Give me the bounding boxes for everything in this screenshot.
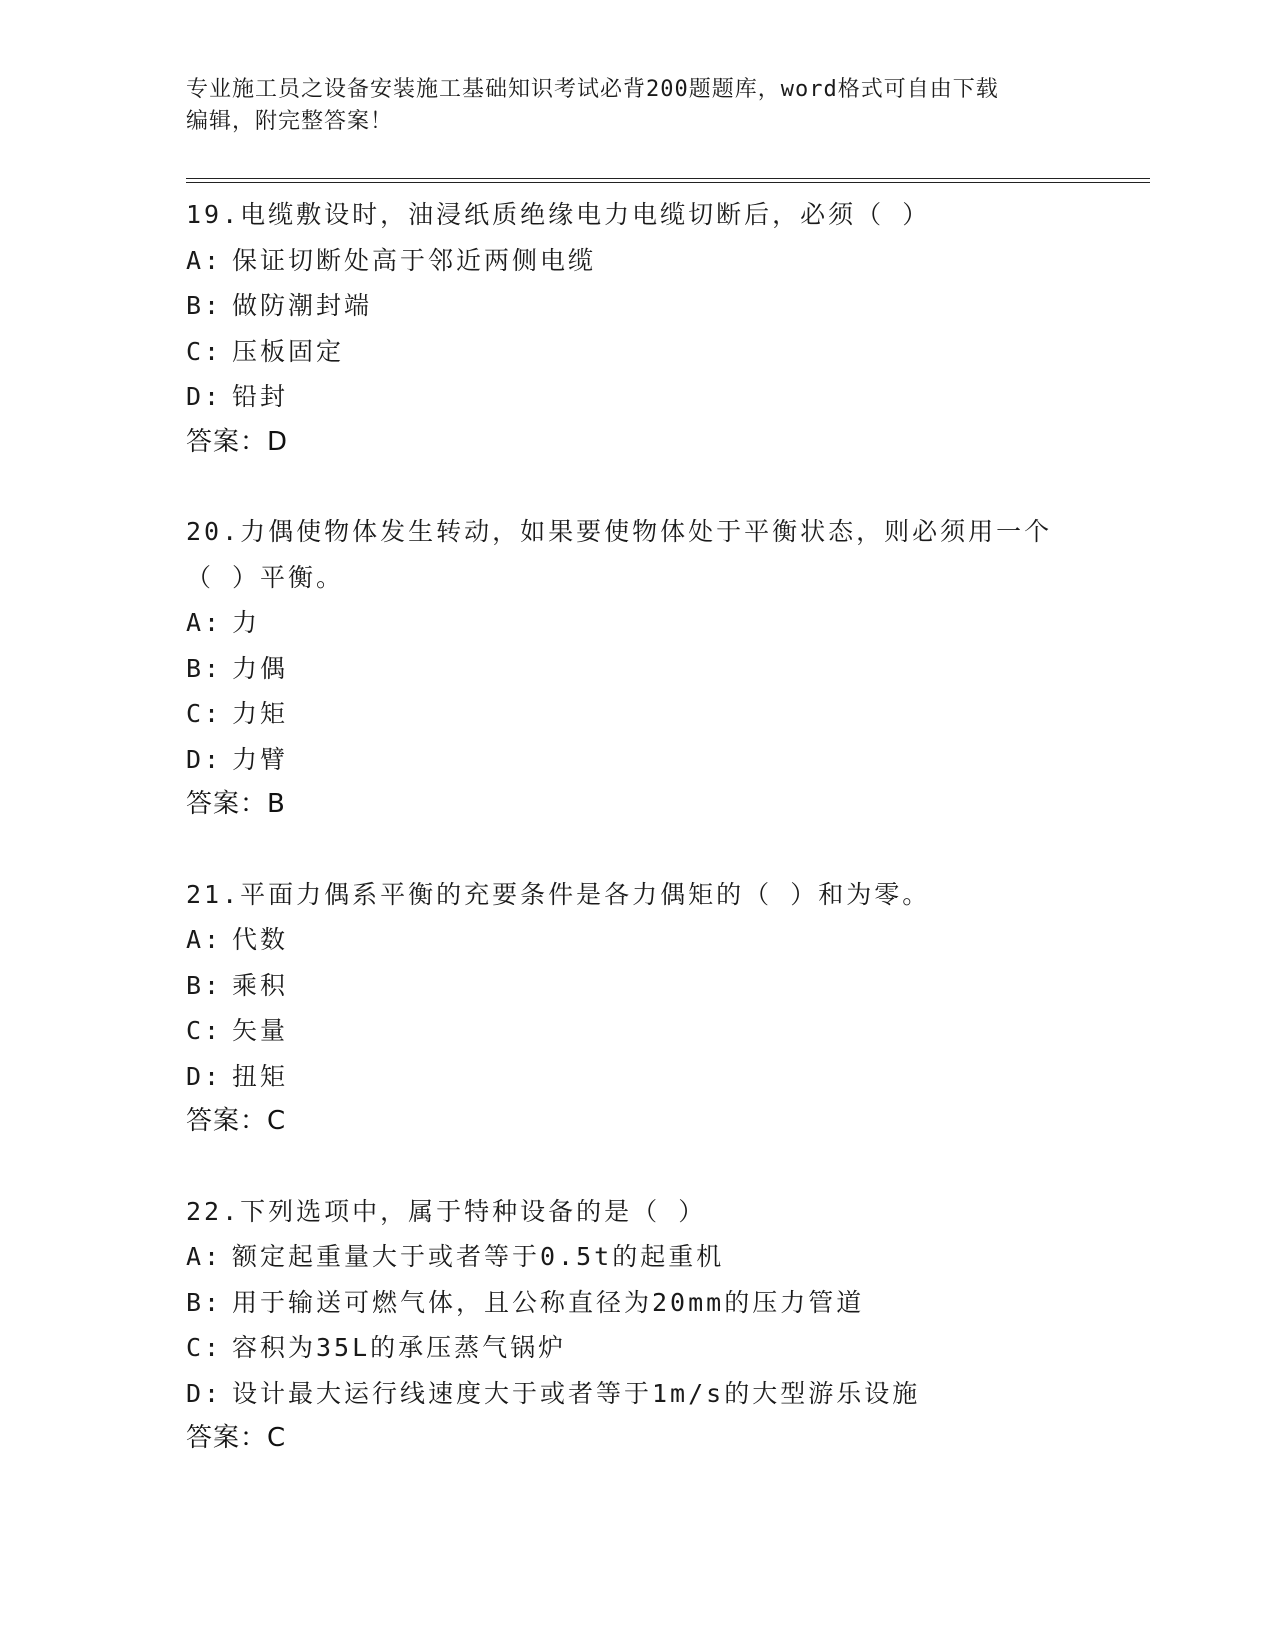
answer-line: 答案：D [186, 426, 289, 457]
option-text: 设计最大运行线速度大于或者等于1m/s的大型游乐设施 [232, 1378, 921, 1408]
question-22 [186, 1189, 1086, 1462]
header-divider [186, 178, 1150, 183]
option-c [186, 1325, 1086, 1371]
option-d [186, 737, 1086, 783]
question-stem: 22.下列选项中，属于特种设备的是（ ） [186, 1196, 707, 1226]
header-line-1: 专业施工员之设备安装施工基础知识考试必背200题题库，word格式可自由下载 [186, 77, 999, 102]
option-text: 乘积 [232, 970, 289, 1000]
option-letter: B: [186, 1287, 223, 1317]
header-line-2: 编辑，附完整答案！ [186, 109, 394, 134]
option-letter: A: [186, 245, 223, 275]
option-b [186, 646, 1086, 692]
option-text: 压板固定 [232, 336, 345, 366]
option-letter: D: [186, 1378, 223, 1408]
option-letter: B: [186, 291, 223, 320]
question-20 [186, 509, 1086, 828]
option-letter: B: [186, 653, 223, 683]
option-a [186, 238, 1086, 284]
option-d [186, 1054, 1086, 1100]
option-text: 扭矩 [232, 1061, 289, 1091]
option-text: 代数 [232, 925, 289, 954]
question-list [186, 192, 1086, 1506]
option-a [186, 1234, 1086, 1280]
option-b [186, 963, 1086, 1009]
option-text: 矢量 [232, 1016, 289, 1045]
option-letter: D: [186, 382, 223, 411]
question-21 [186, 872, 1086, 1145]
option-letter: A: [186, 925, 223, 954]
option-text: 用于输送可燃气体，且公称直径为20mm的压力管道 [232, 1287, 865, 1317]
option-letter: A: [186, 1242, 223, 1271]
option-d [186, 1371, 1086, 1417]
option-b [186, 283, 1086, 329]
option-text: 做防潮封端 [232, 291, 373, 320]
question-stem: 21.平面力偶系平衡的充要条件是各力偶矩的（ ）和为零。 [186, 879, 931, 909]
document-header [186, 74, 1086, 138]
option-letter: D: [186, 1061, 223, 1091]
question-stem: 20.力偶使物体发生转动，如果要使物体处于平衡状态，则必须用一个（ ）平衡。 [186, 517, 1053, 592]
option-text: 力矩 [232, 699, 289, 728]
question-stem: 19.电缆敷设时，油浸纸质绝缘电力电缆切断后，必须（ ） [186, 200, 931, 229]
option-letter: C: [186, 1333, 223, 1362]
option-text: 力臂 [232, 744, 289, 774]
option-text: 额定起重量大于或者等于0.5t的起重机 [232, 1242, 725, 1271]
answer-line: 答案：C [186, 1423, 287, 1453]
option-d [186, 374, 1086, 420]
option-c [186, 1008, 1086, 1054]
option-c [186, 329, 1086, 375]
question-19 [186, 192, 1086, 465]
answer-line: 答案：B [186, 789, 286, 819]
option-text: 力偶 [232, 653, 289, 683]
option-text: 保证切断处高于邻近两侧电缆 [232, 245, 597, 275]
option-letter: C: [186, 336, 223, 366]
option-b [186, 1280, 1086, 1326]
option-letter: C: [186, 1016, 223, 1045]
answer-line: 答案：C [186, 1106, 287, 1136]
option-text: 容积为35L的承压蒸气锅炉 [232, 1333, 567, 1362]
option-a [186, 600, 1086, 646]
option-letter: D: [186, 744, 223, 774]
option-letter: A: [186, 608, 223, 637]
option-a [186, 917, 1086, 963]
option-letter: C: [186, 699, 223, 728]
option-c [186, 691, 1086, 737]
option-letter: B: [186, 970, 223, 1000]
option-text: 铅封 [232, 382, 289, 411]
option-text: 力 [232, 608, 261, 637]
